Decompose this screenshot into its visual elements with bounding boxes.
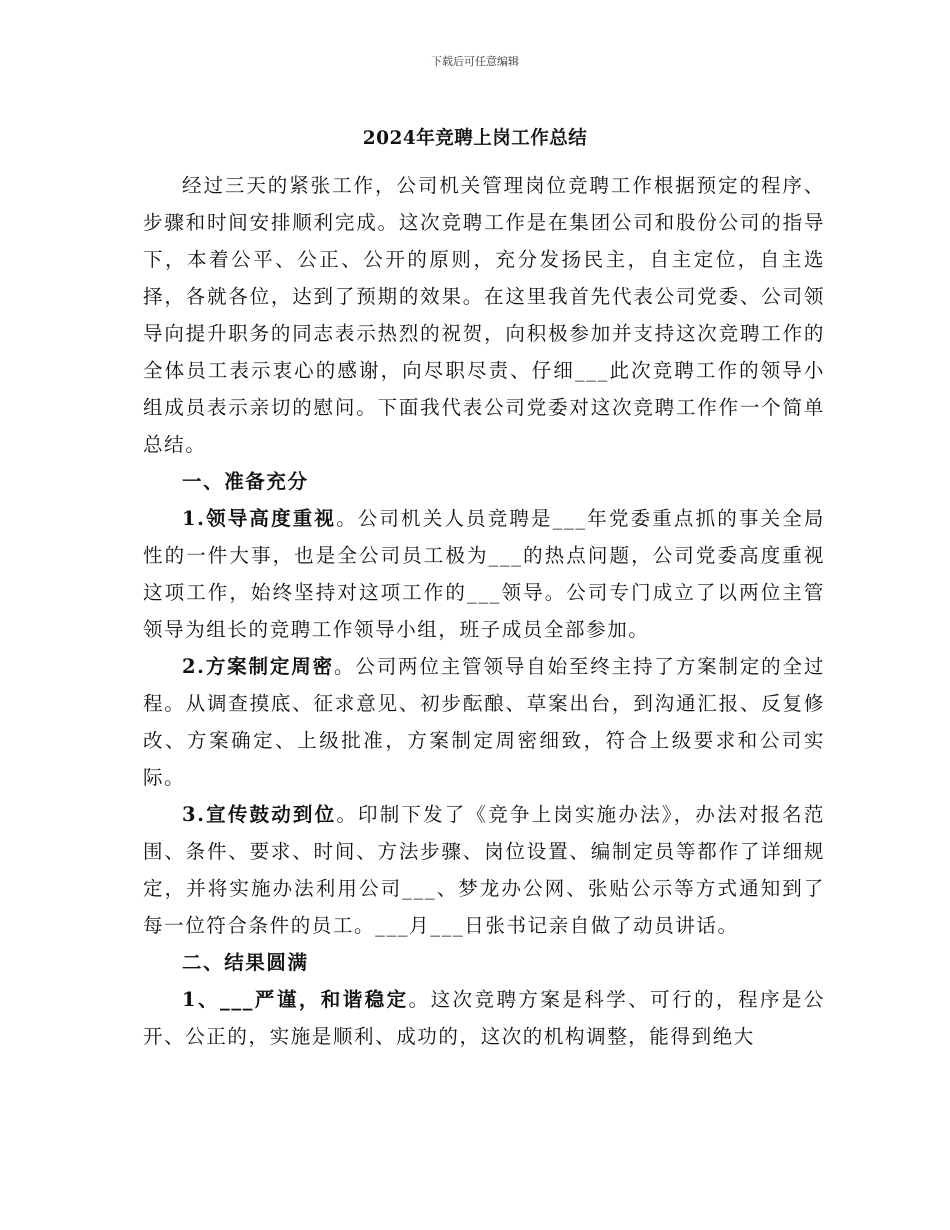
section-heading-results: 二、结果圆满 — [182, 951, 309, 974]
paragraph-text: 。公司机关人员竞聘是___年党委重点抓的事关全局性的一件大事，也是全公司员工极为___的热点问题，公司党委高度重视这项工作，始终坚持对这项工作的___领导。公司专门成立了以两位主管领导为组长的竞聘工作领导小组，班子成员全部参加。 — [143, 507, 825, 641]
page-header-note: 下载后可任意编辑 — [431, 55, 519, 68]
paragraph-text: 。这次竞聘方案是科学、可行的，程序是公开、公正的，实施是顺利、成功的，这次的机构调整，能得到绝大 — [143, 988, 825, 1048]
document-body — [143, 167, 825, 1055]
paragraph-text: 。公司两位主管领导自始至终主持了方案制定的全过程。从调查摸底、征求意见、初步酝酿、草案出台，到沟通汇报、反复修改、方案确定、上级批准，方案制定周密细致，符合上级要求和公司实际。 — [143, 655, 825, 789]
document-title: 2024年竞聘上岗工作总结 — [362, 128, 588, 149]
paragraph-leadership — [143, 500, 825, 648]
paragraph-lead: 1.领导高度重视 — [182, 507, 337, 530]
paragraph-text: 。印制下发了《竞争上岗实施办法》，办法对报名范围、条件、要求、时间、方法步骤、岗位设置、编制定员等都作了详细规定，并将实施办法利用公司___、梦龙办公网、张贴公示等方式通知到了每一位符合条件的员工。___月___日张书记亲自做了动员讲话。 — [143, 803, 825, 937]
paragraph-publicity — [143, 796, 825, 944]
paragraph-rigor — [143, 981, 825, 1055]
intro-paragraph: 经过三天的紧张工作，公司机关管理岗位竞聘工作根据预定的程序、步骤和时间安排顺利完成。这次竞聘工作是在集团公司和股份公司的指导下，本着公平、公正、公开的原则，充分发扬民主，自主定位，自主选择，各就各位，达到了预期的效果。在这里我首先代表公司党委、公司领导向提升职务的同志表示热烈的祝贺，向积极参加并支持这次竞聘工作的全体员工表示衷心的感谢，向尽职尽责、仔细___此次竞聘工作的领导小组成员表示亲切的慰问。下面我代表公司党委对这次竞聘工作作一个简单总结。 — [143, 174, 825, 456]
paragraph-plan — [143, 648, 825, 796]
paragraph-lead: 2.方案制定周密 — [182, 655, 334, 678]
paragraph-lead: 1、___严谨，和谐稳定 — [182, 988, 409, 1011]
section-heading-preparation: 一、准备充分 — [182, 470, 309, 493]
paragraph-lead: 3.宣传鼓动到位 — [182, 803, 337, 826]
